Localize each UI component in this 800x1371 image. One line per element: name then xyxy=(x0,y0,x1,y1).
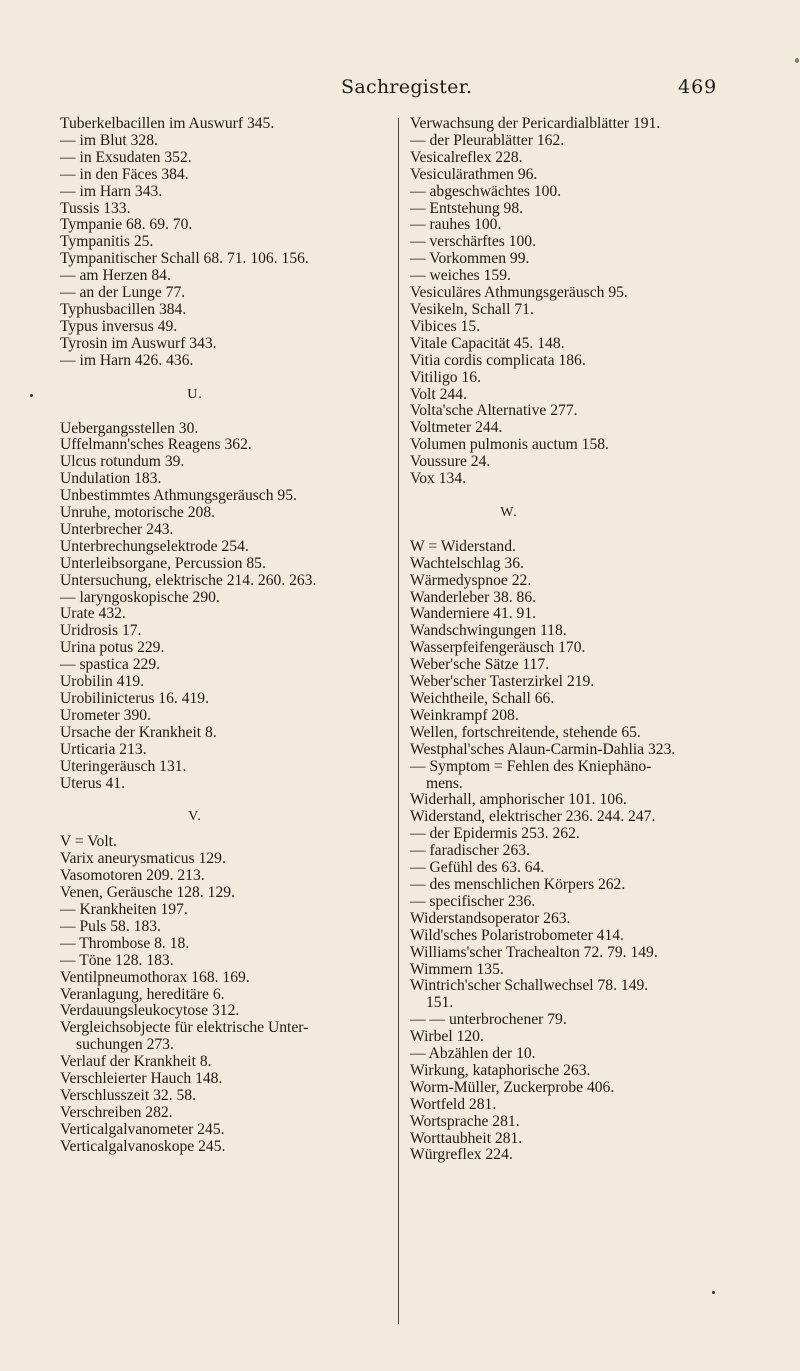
index-entry: Weichtheile, Schall 66. xyxy=(410,690,555,707)
index-block-t xyxy=(60,116,390,370)
index-entry: 151. xyxy=(426,994,454,1012)
index-entry: Varix aneurysmaticus 129. xyxy=(60,850,226,868)
index-entry: Uteringeräusch 131. xyxy=(60,757,187,775)
index-entry: — der Epidermis 253. 262. xyxy=(410,825,580,843)
index-entry: — Symptom = Fehlen des Kniephäno- xyxy=(410,757,652,775)
index-entry: — spastica 229. xyxy=(60,656,161,674)
index-entry: — im Harn 343. xyxy=(60,182,163,200)
index-entry: Tympanie 68. 69. 70. xyxy=(60,216,193,234)
index-entry: Tuberkelbacillen im Auswurf 345. xyxy=(60,115,275,132)
index-entry: Verticalgalvanoskope 245. xyxy=(60,1137,226,1155)
index-entry: Tyrosin im Auswurf 343. xyxy=(60,334,217,352)
index-entry: — des menschlichen Körpers 262. xyxy=(410,875,626,893)
index-entry: W = Widerstand. xyxy=(410,537,516,555)
index-entry: Wanderniere 41. 91. xyxy=(410,605,537,623)
index-entry: V = Volt. xyxy=(60,833,117,851)
section-heading-u: U. xyxy=(187,386,203,402)
index-entry: Uterus 41. xyxy=(60,774,125,792)
index-entry: Weber'sche Sätze 117. xyxy=(410,656,550,674)
index-entry: — specifischer 236. xyxy=(410,892,536,910)
index-entry: — Puls 58. 183. xyxy=(60,917,161,935)
page-number: 469 xyxy=(678,76,718,98)
index-entry: Ventilpneumothorax 168. 169. xyxy=(60,968,250,986)
index-entry: Tympanitis 25. xyxy=(60,233,154,251)
index-entry: Urobilinicterus 16. 419. xyxy=(60,690,209,707)
index-entry: Williams'scher Trachealton 72. 79. 149. xyxy=(410,943,658,961)
index-entry: — Töne 128. 183. xyxy=(60,951,174,969)
index-entry: Vitale Capacität 45. 148. xyxy=(410,334,565,352)
index-entry: Verlauf der Krankheit 8. xyxy=(60,1053,212,1071)
index-entry: Vasomotoren 209. 213. xyxy=(60,867,205,885)
index-entry: Vibices 15. xyxy=(410,317,481,335)
index-entry: — Gefühl des 63. 64. xyxy=(410,859,545,877)
index-entry: Volumen pulmonis auctum 158. xyxy=(410,436,609,454)
index-entry: Wortfeld 281. xyxy=(410,1095,497,1113)
index-block-v-continued xyxy=(410,116,740,488)
index-entry: — im Harn 426. 436. xyxy=(60,351,194,369)
index-entry: Urobilin 419. xyxy=(60,673,145,691)
index-entry: — Abzählen der 10. xyxy=(410,1045,536,1063)
index-entry: Urticaria 213. xyxy=(60,740,147,758)
index-entry: Vesikeln, Schall 71. xyxy=(410,300,534,318)
section-gap xyxy=(410,522,740,539)
running-head-title: Sachregister. xyxy=(341,76,473,98)
index-entry: Ulcus rotundum 39. xyxy=(60,453,185,471)
index-entry: — Vorkommen 99. xyxy=(410,250,530,268)
index-entry: Unterbrechungselektrode 254. xyxy=(60,537,249,555)
index-entry: Worttaubheit 281. xyxy=(410,1129,523,1147)
section-gap xyxy=(60,370,390,387)
index-entry: Volt 244. xyxy=(410,385,467,403)
index-entry: Wachtelschlag 36. xyxy=(410,554,524,572)
index-entry: Voussure 24. xyxy=(410,453,491,471)
index-entry: — laryngoskopische 290. xyxy=(60,588,220,606)
index-entry: Unterbrecher 243. xyxy=(60,520,174,538)
index-entry: Verschleierter Hauch 148. xyxy=(60,1070,223,1088)
index-entry: Verdauungsleukocytose 312. xyxy=(60,1002,240,1020)
index-block-v xyxy=(60,834,390,1155)
index-entry: — Krankheiten 197. xyxy=(60,900,188,918)
index-entry: Unbestimmtes Athmungsgeräusch 95. xyxy=(60,487,297,505)
index-column-left xyxy=(60,116,390,1156)
section-heading-w: W. xyxy=(500,504,518,520)
index-entry: — im Blut 328. xyxy=(60,131,158,149)
section-gap xyxy=(60,792,390,809)
index-entry: Wintrich'scher Schallwechsel 78. 149. xyxy=(410,977,649,995)
index-entry: Wild'sches Polaristrobometer 414. xyxy=(410,926,624,944)
index-block-u xyxy=(60,421,390,793)
index-entry: Uffelmann'sches Reagens 362. xyxy=(60,436,252,454)
index-entry: Typhusbacillen 384. xyxy=(60,300,187,318)
index-entry: — verschärftes 100. xyxy=(410,233,537,251)
index-entry: Wirkung, kataphorische 263. xyxy=(410,1061,591,1079)
index-entry: Unruhe, motorische 208. xyxy=(60,504,216,522)
index-entry: Wimmern 135. xyxy=(410,960,504,978)
index-entry: — faradischer 263. xyxy=(410,842,530,860)
index-entry: — abgeschwächtes 100. xyxy=(410,182,562,200)
index-entry: Verwachsung der Pericardialblätter 191. xyxy=(410,115,661,132)
column-divider-rule xyxy=(398,118,399,1324)
index-entry: Urate 432. xyxy=(60,605,126,623)
section-gap xyxy=(60,404,390,421)
index-entry: — in den Fäces 384. xyxy=(60,165,189,183)
index-entry: Wellen, fortschreitende, stehende 65. xyxy=(410,723,641,741)
index-entry: Verschlusszeit 32. 58. xyxy=(60,1086,196,1104)
index-entry: Vesiculärathmen 96. xyxy=(410,165,538,183)
index-entry: Vergleichsobjecte für elektrische Unter- xyxy=(60,1019,309,1037)
index-entry: Widerhall, amphorischer 101. 106. xyxy=(410,791,627,809)
section-gap xyxy=(410,488,740,505)
index-entry: Weinkrampf 208. xyxy=(410,706,519,724)
index-entry: Undulation 183. xyxy=(60,470,162,488)
index-entry: — weiches 159. xyxy=(410,267,511,285)
index-entry: Venen, Geräusche 128. 129. xyxy=(60,884,235,902)
index-entry: Urometer 390. xyxy=(60,706,151,724)
index-entry: Wortsprache 281. xyxy=(410,1112,520,1130)
index-entry: Ursache der Krankheit 8. xyxy=(60,723,217,741)
index-entry: — am Herzen 84. xyxy=(60,267,171,285)
index-entry: Unterleibsorgane, Percussion 85. xyxy=(60,554,266,572)
index-entry: — an der Lunge 77. xyxy=(60,284,186,302)
index-entry: Vesiculäres Athmungsgeräusch 95. xyxy=(410,284,628,302)
index-entry: Wirbel 120. xyxy=(410,1028,484,1046)
index-entry: Uebergangsstellen 30. xyxy=(60,419,199,437)
index-entry: Weber'scher Tasterzirkel 219. xyxy=(410,673,595,691)
index-entry: Vesicalreflex 228. xyxy=(410,148,523,166)
index-entry: — Entstehung 98. xyxy=(410,199,524,217)
index-entry: Veranlagung, hereditäre 6. xyxy=(60,985,225,1003)
index-entry: — Thrombose 8. 18. xyxy=(60,934,190,952)
index-entry: Typus inversus 49. xyxy=(60,317,178,335)
index-entry: Worm-Müller, Zuckerprobe 406. xyxy=(410,1078,615,1096)
index-entry: Vox 134. xyxy=(410,470,467,488)
index-entry: mens. xyxy=(426,774,463,792)
index-column-right xyxy=(410,116,740,1164)
page-header xyxy=(0,76,800,106)
index-entry: Untersuchung, elektrische 214. 260. 263. xyxy=(60,571,317,589)
index-block-w xyxy=(410,539,740,1165)
print-speck xyxy=(30,394,33,397)
index-entry: Volta'sche Alternative 277. xyxy=(410,402,578,420)
index-entry: Voltmeter 244. xyxy=(410,419,503,437)
index-entry: Vitia cordis complicata 186. xyxy=(410,351,586,369)
print-speck xyxy=(795,58,799,63)
index-entry: — — unterbrochener 79. xyxy=(410,1011,567,1029)
index-entry: Tussis 133. xyxy=(60,199,131,217)
index-entry: — in Exsudaten 352. xyxy=(60,148,192,166)
index-entry: Widerstandsoperator 263. xyxy=(410,909,571,927)
index-entry: suchungen 273. xyxy=(76,1036,174,1054)
index-entry: Vitiligo 16. xyxy=(410,368,481,386)
index-entry: Wandschwingungen 118. xyxy=(410,622,567,640)
index-entry: Westphal'sches Alaun-Carmin-Dahlia 323. xyxy=(410,740,676,758)
index-entry: — der Pleurablätter 162. xyxy=(410,131,565,149)
index-entry: Uridrosis 17. xyxy=(60,622,142,640)
index-entry: Wasserpfeifengeräusch 170. xyxy=(410,639,586,657)
print-speck xyxy=(712,1291,715,1294)
index-entry: Würgreflex 224. xyxy=(410,1146,513,1164)
index-entry: Wärmedyspnoe 22. xyxy=(410,571,532,589)
index-entry: Wanderleber 38. 86. xyxy=(410,588,537,606)
index-entry: Widerstand, elektrischer 236. 244. 247. xyxy=(410,808,656,826)
index-entry: — rauhes 100. xyxy=(410,216,502,234)
section-heading-v: V. xyxy=(188,809,202,825)
index-entry: Tympanitischer Schall 68. 71. 106. 156. xyxy=(60,250,309,268)
index-entry: Verticalgalvanometer 245. xyxy=(60,1120,225,1138)
index-entry: Urina potus 229. xyxy=(60,639,165,657)
index-entry: Verschreiben 282. xyxy=(60,1103,173,1121)
